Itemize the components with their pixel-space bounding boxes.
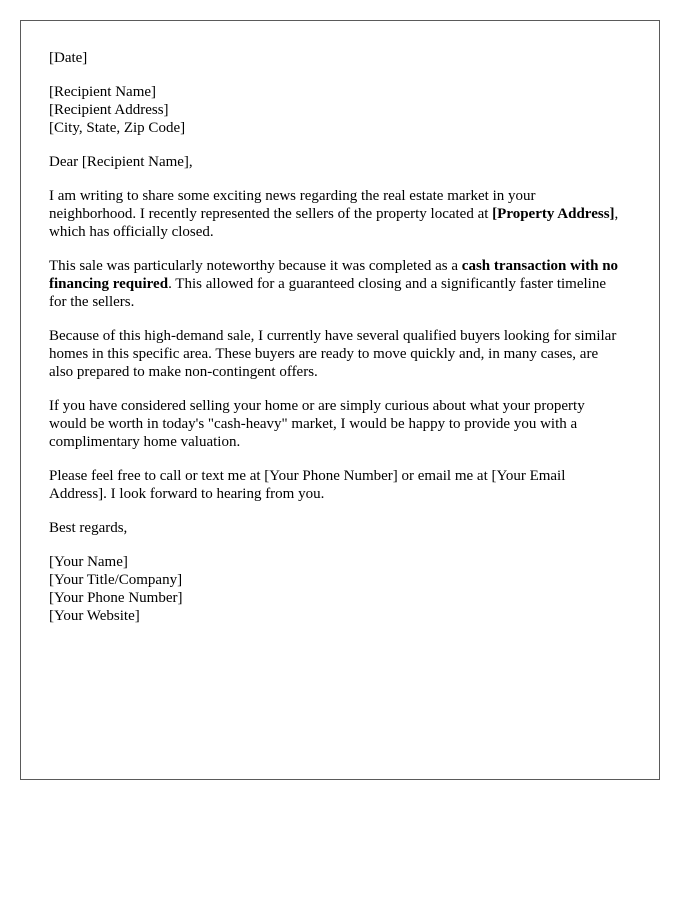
signature-block: [49, 553, 621, 625]
signature-phone: [Your Phone Number]: [49, 590, 183, 606]
signature-website: [Your Website]: [49, 608, 140, 624]
letter-date: [Date]: [49, 50, 88, 66]
salutation: Dear [Recipient Name],: [49, 154, 193, 170]
letter-page: [20, 20, 660, 780]
closing: Best regards,: [49, 520, 128, 536]
recipient-block: [49, 83, 621, 137]
signature-title-company: [Your Title/Company]: [49, 572, 183, 588]
paragraph-sale-news-text-b: , which has officially closed.: [49, 206, 619, 240]
paragraph-sale-news: [49, 187, 621, 241]
signature-name: [Your Name]: [49, 554, 128, 570]
recipient-city-state-zip: [City, State, Zip Code]: [49, 120, 186, 136]
paragraph-sale-news-text-a: I am writing to share some exciting news regarding the real estate market in your neighborhood. I recently represented the sellers of the property located at: [49, 188, 536, 222]
cash-transaction-highlight: cash transaction with no financing required: [49, 258, 619, 292]
letter-body: [49, 49, 621, 625]
paragraph-cash-text-b: . This allowed for a guaranteed closing and a significantly faster timeline for the sellers.: [49, 276, 606, 310]
recipient-name: [Recipient Name]: [49, 84, 157, 100]
paragraph-valuation: If you have considered selling your home or are simply curious about what your property would be worth in today's "cash-heavy" market, I would be happy to provide you with a complimentary home valuation.: [49, 398, 585, 450]
paragraph-cash-text-a: This sale was particularly noteworthy because it was completed as a: [49, 258, 462, 274]
paragraph-buyers: Because of this high-demand sale, I currently have several qualified buyers looking for similar homes in this specific area. These buyers are ready to move quickly and, in many cases, are also prepared to make non-contingent offers.: [49, 328, 617, 380]
recipient-address: [Recipient Address]: [49, 102, 169, 118]
property-address: [Property Address]: [492, 206, 615, 222]
paragraph-contact: Please feel free to call or text me at [Your Phone Number] or email me at [Your Email Address]. I look forward to hearing from you.: [49, 468, 566, 502]
paragraph-cash-transaction: [49, 257, 621, 311]
